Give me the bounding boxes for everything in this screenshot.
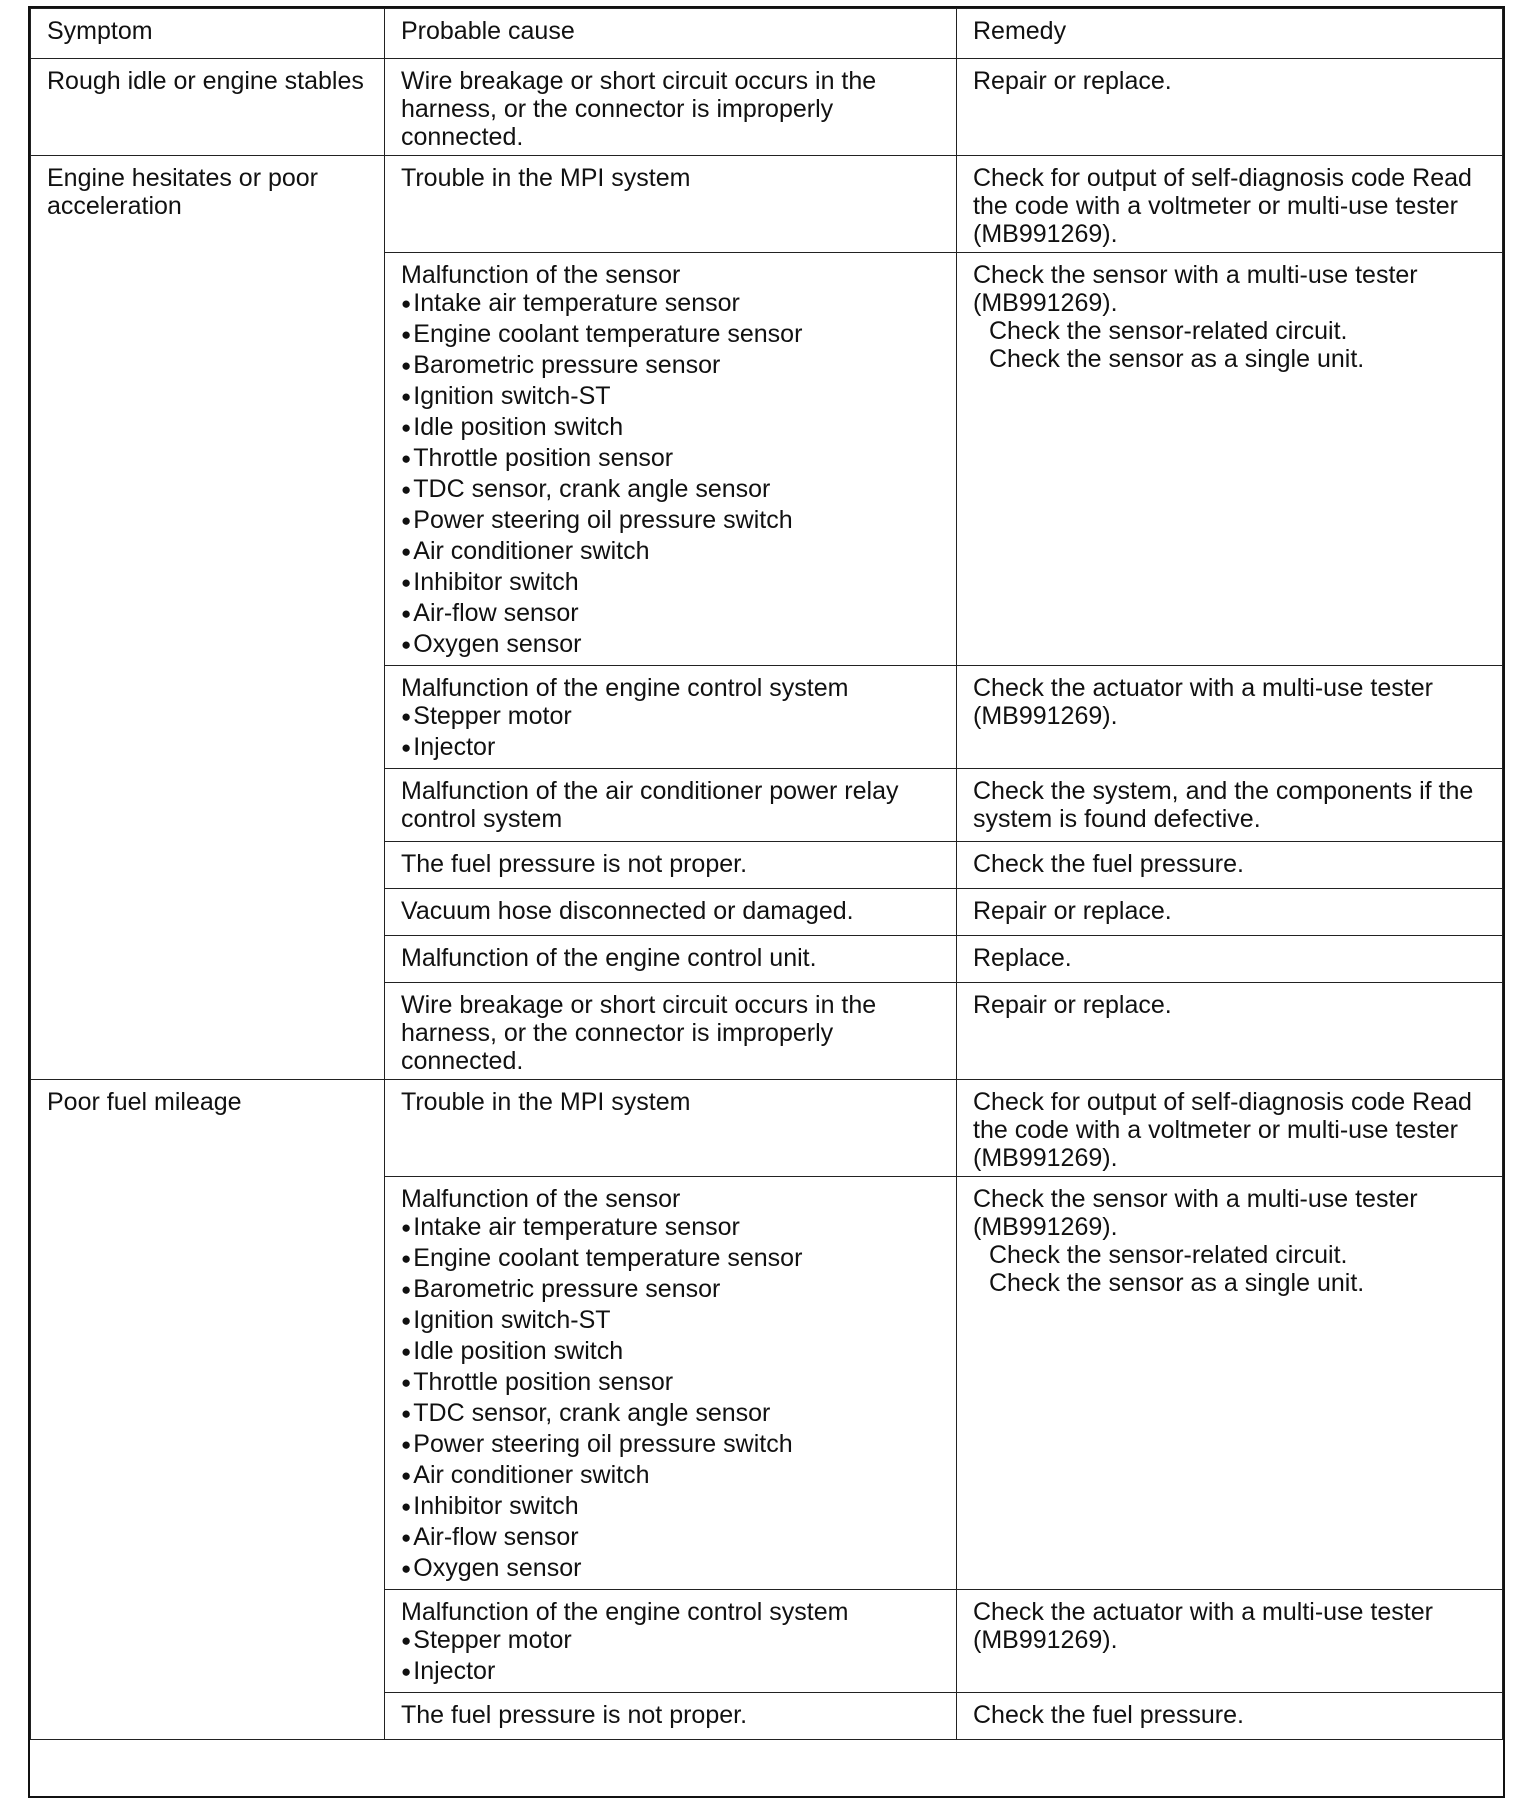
remedy-text: Repair or replace. bbox=[973, 897, 1172, 925]
cause-bullet-item: ● Ignition switch-ST bbox=[401, 1306, 944, 1337]
symptom-cell: Rough idle or engine stables bbox=[31, 59, 385, 156]
cause-text: The fuel pressure is not proper. bbox=[401, 850, 748, 878]
cause-bullet-item: ● Air conditioner switch bbox=[401, 537, 944, 568]
cause-bullet-item: ● Engine coolant temperature sensor bbox=[401, 1244, 944, 1275]
cause-text: Wire breakage or short circuit occurs in the harness, or the connector is improperly connected. bbox=[401, 991, 877, 1075]
cause-text: Malfunction of the engine control system bbox=[401, 674, 849, 702]
cause-cell bbox=[385, 936, 957, 983]
remedy-text: Check for output of self-diagnosis code Read the code with a voltmeter or multi-use tester (MB991269). bbox=[973, 1088, 1472, 1172]
remedy-text: Check the actuator with a multi-use tester (MB991269). bbox=[973, 674, 1433, 730]
cause-bullet-item: ● Intake air temperature sensor bbox=[401, 289, 944, 320]
cause-bullet-item: ● Inhibitor switch bbox=[401, 1492, 944, 1523]
remedy-sub-step: Check the sensor as a single unit. bbox=[989, 1269, 1365, 1297]
table-row bbox=[31, 156, 1503, 253]
cause-text: Malfunction of the air conditioner power relay control system bbox=[401, 777, 899, 833]
cause-text: Trouble in the MPI system bbox=[401, 164, 691, 192]
remedy-sub-step: Check the sensor-related circuit. bbox=[989, 1241, 1348, 1269]
cause-bullet-item: ● TDC sensor, crank angle sensor bbox=[401, 1399, 944, 1430]
cause-cell bbox=[385, 1590, 957, 1693]
cause-bullet-item: ● Stepper motor bbox=[401, 702, 944, 733]
cause-bullet-item: ● Oxygen sensor bbox=[401, 1554, 944, 1585]
cause-bullet-item: ● Injector bbox=[401, 733, 944, 764]
cause-cell bbox=[385, 666, 957, 769]
cause-bullet-item: ● Injector bbox=[401, 1657, 944, 1688]
symptom-cell: Poor fuel mileage bbox=[31, 1080, 385, 1740]
cause-cell bbox=[385, 769, 957, 842]
remedy-cell bbox=[957, 1693, 1503, 1740]
remedy-text: Check the system, and the components if the system is found defective. bbox=[973, 777, 1474, 833]
header-probable-cause: Probable cause bbox=[385, 9, 957, 59]
cause-cell bbox=[385, 889, 957, 936]
cause-bullet-item: ● Intake air temperature sensor bbox=[401, 1213, 944, 1244]
cause-cell bbox=[385, 1693, 957, 1740]
remedy-cell bbox=[957, 253, 1503, 666]
remedy-cell bbox=[957, 59, 1503, 156]
cause-bullet-item: ● Barometric pressure sensor bbox=[401, 351, 944, 382]
remedy-sub-step: Check the sensor as a single unit. bbox=[989, 345, 1365, 373]
troubleshooting-table-page bbox=[28, 6, 1505, 1798]
troubleshooting-table bbox=[30, 8, 1503, 1740]
cause-bullet-item: ● Air-flow sensor bbox=[401, 1523, 944, 1554]
cause-text: Vacuum hose disconnected or damaged. bbox=[401, 897, 854, 925]
cause-bullet-item: ● Power steering oil pressure switch bbox=[401, 1430, 944, 1461]
symptom-cell: Engine hesitates or poor acceleration bbox=[31, 156, 385, 1080]
table-row bbox=[31, 1080, 1503, 1177]
remedy-text: Repair or replace. bbox=[973, 991, 1172, 1019]
cause-cell bbox=[385, 156, 957, 253]
remedy-cell bbox=[957, 842, 1503, 889]
cause-bullet-item: ● Ignition switch-ST bbox=[401, 382, 944, 413]
remedy-sub-step: Check the sensor-related circuit. bbox=[989, 317, 1348, 345]
cause-bullet-item: ● Power steering oil pressure switch bbox=[401, 506, 944, 537]
remedy-text: Repair or replace. bbox=[973, 67, 1172, 95]
cause-cell bbox=[385, 253, 957, 666]
table-row bbox=[31, 59, 1503, 156]
cause-bullet-item: ● Air-flow sensor bbox=[401, 599, 944, 630]
remedy-cell bbox=[957, 889, 1503, 936]
cause-bullet-item: ● Oxygen sensor bbox=[401, 630, 944, 661]
remedy-cell bbox=[957, 1177, 1503, 1590]
remedy-text: Check for output of self-diagnosis code Read the code with a voltmeter or multi-use tester (MB991269). bbox=[973, 164, 1472, 248]
cause-cell bbox=[385, 983, 957, 1080]
remedy-cell bbox=[957, 983, 1503, 1080]
cause-text: Trouble in the MPI system bbox=[401, 1088, 691, 1116]
remedy-cell bbox=[957, 156, 1503, 253]
cause-cell bbox=[385, 59, 957, 156]
cause-bullet-item: ● Throttle position sensor bbox=[401, 1368, 944, 1399]
remedy-text: Check the sensor with a multi-use tester (MB991269). bbox=[973, 261, 1418, 317]
header-remedy: Remedy bbox=[957, 9, 1503, 59]
cause-text: Malfunction of the engine control unit. bbox=[401, 944, 817, 972]
remedy-text: Check the actuator with a multi-use tester (MB991269). bbox=[973, 1598, 1433, 1654]
remedy-cell bbox=[957, 1590, 1503, 1693]
header-symptom: Symptom bbox=[31, 9, 385, 59]
remedy-cell bbox=[957, 936, 1503, 983]
cause-text: Malfunction of the sensor bbox=[401, 261, 681, 289]
cause-bullet-item: ● Stepper motor bbox=[401, 1626, 944, 1657]
remedy-cell bbox=[957, 1080, 1503, 1177]
remedy-text: Check the fuel pressure. bbox=[973, 850, 1244, 878]
remedy-text: Check the fuel pressure. bbox=[973, 1701, 1244, 1729]
table-header-row bbox=[31, 9, 1503, 59]
remedy-cell bbox=[957, 666, 1503, 769]
cause-text: Wire breakage or short circuit occurs in the harness, or the connector is improperly connected. bbox=[401, 67, 877, 151]
cause-text: Malfunction of the sensor bbox=[401, 1185, 681, 1213]
cause-cell bbox=[385, 1177, 957, 1590]
remedy-text: Replace. bbox=[973, 944, 1072, 972]
cause-bullet-item: ● Inhibitor switch bbox=[401, 568, 944, 599]
cause-bullet-item: ● Idle position switch bbox=[401, 1337, 944, 1368]
cause-bullet-item: ● Idle position switch bbox=[401, 413, 944, 444]
cause-text: Malfunction of the engine control system bbox=[401, 1598, 849, 1626]
cause-cell bbox=[385, 1080, 957, 1177]
cause-cell bbox=[385, 842, 957, 889]
table-body bbox=[31, 59, 1503, 1740]
cause-bullet-item: ● Air conditioner switch bbox=[401, 1461, 944, 1492]
remedy-cell bbox=[957, 769, 1503, 842]
cause-bullet-item: ● Engine coolant temperature sensor bbox=[401, 320, 944, 351]
cause-bullet-item: ● Throttle position sensor bbox=[401, 444, 944, 475]
cause-bullet-item: ● Barometric pressure sensor bbox=[401, 1275, 944, 1306]
remedy-text: Check the sensor with a multi-use tester (MB991269). bbox=[973, 1185, 1418, 1241]
cause-bullet-item: ● TDC sensor, crank angle sensor bbox=[401, 475, 944, 506]
cause-text: The fuel pressure is not proper. bbox=[401, 1701, 748, 1729]
